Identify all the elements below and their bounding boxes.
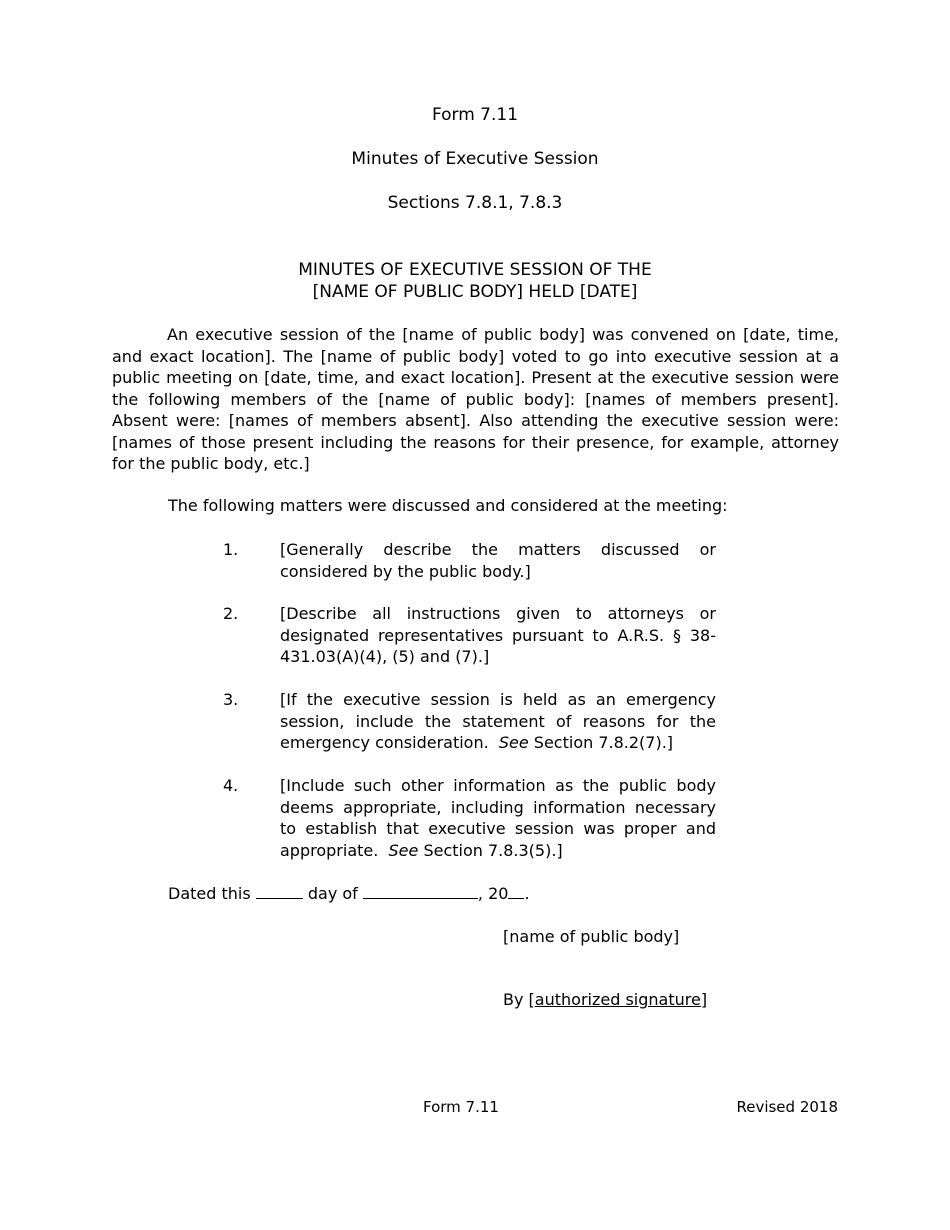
signature-line: [503, 989, 707, 1011]
sections-reference: Sections 7.8.1, 7.8.3: [387, 193, 563, 213]
footer-revised: Revised 2018: [736, 1098, 838, 1116]
item-text-3-ref: Section 7.8.2(7).]: [533, 733, 674, 752]
item-text-3-see: See: [498, 733, 529, 752]
item-text-4-body: [Include such other information as the public body deems appropriate, including information necessary to establish that executive session was proper and appropriate.: [280, 776, 716, 860]
matters-lead: The following matters were discussed and considered at the meeting:: [168, 496, 728, 515]
signature-close-bracket: ]: [700, 990, 708, 1009]
authorized-signature[interactable]: authorized signature: [534, 990, 701, 1009]
dated-day-of: day of: [307, 884, 358, 903]
item-text-2: [Describe all instructions given to attorneys or designated representatives pursuant to A.R.S. § 38-431.03(A)(4), (5) and (7).]: [280, 604, 716, 666]
minutes-heading-line2: [NAME OF PUBLIC BODY] HELD [DATE]: [312, 282, 638, 302]
footer-form-number: Form 7.11: [423, 1098, 499, 1116]
item-number-1: 1.: [223, 540, 239, 559]
item-text-3: [280, 689, 716, 754]
minutes-heading-line1: MINUTES OF EXECUTIVE SESSION OF THE: [298, 260, 652, 280]
dated-year-prefix: , 20: [477, 884, 509, 903]
intro-paragraph: An executive session of the [name of public body] was convened on [date, time, and exact location]. The [name of public body] voted to go into executive session at a public meeting on [date, time, and exact location]. Present at the executive session were the following members of the [name of public body]: [names of members present]. Absent were: [names of members absent]. Also attending the executive session were: [names of those present including the reasons for their presence, for example, attorney for the public body, etc.]: [112, 325, 839, 473]
signature-open-bracket: [: [528, 990, 535, 1009]
item-text-1: [Generally describe the matters discussed or considered by the public body.]: [280, 540, 716, 581]
day-blank[interactable]: [256, 884, 303, 899]
signature-by: By: [503, 990, 524, 1009]
dated-suffix: .: [524, 884, 530, 903]
dated-prefix: Dated this: [168, 884, 251, 903]
item-text-4: [280, 775, 716, 861]
item-text-4-see: See: [388, 840, 419, 860]
item-text-3-body: [If the executive session is held as an emergency session, include the statement of reasons for the emergency consideration.: [280, 690, 716, 752]
item-number-4: 4.: [223, 776, 239, 795]
item-number-3: 3.: [223, 690, 239, 709]
form-number: Form 7.11: [431, 105, 519, 125]
month-blank[interactable]: [363, 884, 478, 899]
dated-line: [168, 883, 530, 905]
item-number-2: 2.: [223, 604, 239, 623]
public-body-name: [name of public body]: [503, 927, 680, 946]
form-title: Minutes of Executive Session: [351, 149, 599, 169]
item-text-4-ref: Section 7.8.3(5).]: [423, 840, 563, 860]
year-blank[interactable]: [508, 884, 524, 899]
